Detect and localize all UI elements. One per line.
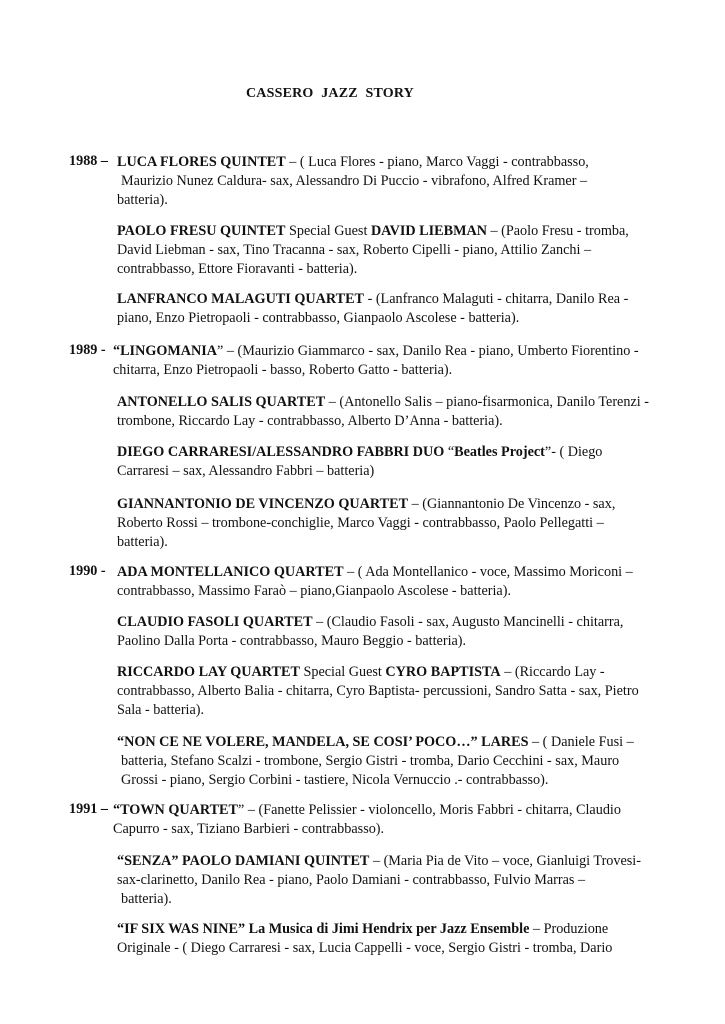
year-1990: 1990 - [69, 563, 106, 579]
group-name: PAOLO FRESU QUINTET [117, 223, 286, 239]
group-name: LANFRANCO MALAGUTI QUARTET [117, 291, 365, 307]
lineup-text: – Produzione Originale - ( Diego Carraresi - sax, Lucia Cappelli - voce, Sergio Gistri - tromba, Dario [117, 921, 613, 956]
list-item [117, 563, 652, 601]
lineup-text: – ( Daniele Fusi – [528, 734, 634, 750]
list-item [117, 443, 652, 481]
list-item [113, 801, 653, 839]
lineup-text: ” – (Maurizio Giammarco - sax, Danilo Rea - piano, Umberto Fiorentino - chitarra, Enzo Pietropaoli - basso, Roberto Gatto - batteria). [113, 343, 639, 378]
list-item [117, 393, 652, 431]
lineup-text: - (Lanfranco Malaguti - chitarra, Danilo Rea - piano, Enzo Pietropaoli - contrabbasso, Gianpaolo Ascolese - batteria). [117, 291, 629, 326]
year-1988: 1988 – [69, 153, 109, 169]
lineup-text: ”- ( Diego Carraresi – sax, Alessandro Fabbri – batteria) [117, 444, 603, 479]
group-name: CLAUDIO FASOLI QUARTET [117, 614, 313, 630]
year-1989: 1989 - [69, 342, 106, 358]
group-name: “LINGOMANIA [113, 343, 218, 359]
lineup-text: ” – (Fanette Pelissier - violoncello, Moris Fabbri - chitarra, Claudio Capurro - sax, Tiziano Barbieri - contrabbasso). [113, 802, 621, 837]
group-name: DIEGO CARRARESI/ALESSANDRO FABBRI DUO [117, 444, 445, 460]
lineup-text: batteria). [117, 192, 168, 208]
list-item [117, 495, 652, 552]
list-item [117, 290, 652, 328]
lineup-text: batteria). [121, 891, 172, 907]
group-name: “TOWN QUARTET [113, 802, 238, 818]
lineup-text: Grossi - piano, Sergio Corbini - tastiere, Nicola Vernuccio .- contrabbasso). [121, 772, 549, 788]
year-1991: 1991 – [69, 801, 109, 817]
list-item [117, 222, 652, 279]
lineup-text: “ [444, 444, 455, 460]
lineup-text: – ( Luca Flores - piano, Marco Vaggi - contrabbasso, [285, 154, 589, 170]
group-name: “NON CE NE VOLERE, MANDELA, SE COSI’ POCO…” LARES [117, 734, 529, 750]
group-name: “IF SIX WAS NINE” La Musica di Jimi Hendrix per Jazz Ensemble [117, 921, 530, 937]
lineup-text: – (Claudio Fasoli - sax, Augusto Mancinelli - chitarra, Paolino Dalla Porta - contrabbasso, Mauro Beggio - batteria). [117, 614, 624, 649]
guest-name: CYRO BAPTISTA [385, 664, 501, 680]
list-item [117, 852, 652, 909]
group-name: GIANNANTONIO DE VINCENZO QUARTET [117, 496, 409, 512]
lineup-text: – (Antonello Salis – piano-fisarmonica, Danilo Terenzi - trombone, Riccardo Lay - contrabbasso, Alberto D’Anna - batteria). [117, 394, 649, 429]
group-name: ADA MONTELLANICO QUARTET [117, 564, 344, 580]
list-item [117, 153, 652, 210]
lineup-text: – (Paolo Fresu - tromba, David Liebman - sax, Tino Tracanna - sax, Roberto Cipelli - piano, Attilio Zanchi – contrabbasso, Ettore Fioravanti - batteria). [117, 223, 629, 277]
lineup-text: – ( Ada Montellanico - voce, Massimo Moriconi – contrabbasso, Massimo Faraò – piano,Gianpaolo Ascolese - batteria). [117, 564, 633, 599]
lineup-text: batteria, Stefano Scalzi - trombone, Sergio Gistri - tromba, Dario Cecchini - sax, Mauro [121, 753, 620, 769]
list-item [117, 613, 652, 651]
lineup-text: – (Giannantonio De Vincenzo - sax, Roberto Rossi – trombone-conchiglie, Marco Vaggi - contrabbasso, Paolo Pellegatti – batteria). [117, 496, 616, 550]
group-name: LUCA FLORES QUINTET [117, 154, 286, 170]
project-name: Beatles Project [454, 444, 545, 460]
lineup-text: Maurizio Nunez Caldura- sax, Alessandro Di Puccio - vibrafono, Alfred Kramer – [121, 173, 588, 189]
list-item [117, 920, 652, 958]
group-name: “SENZA” PAOLO DAMIANI QUINTET [117, 853, 370, 869]
lineup-text: Special Guest [285, 223, 371, 239]
page-title: CASSERO JAZZ STORY [245, 86, 414, 101]
group-name: RICCARDO LAY QUARTET [117, 664, 300, 680]
group-name: ANTONELLO SALIS QUARTET [117, 394, 326, 410]
lineup-text: – (Maria Pia de Vito – voce, Gianluigi Trovesi- sax-clarinetto, Danilo Rea - piano, Paolo Damiani - contrabbasso, Fulvio Marras – [117, 853, 641, 888]
list-item [117, 733, 652, 790]
guest-name: DAVID LIEBMAN [370, 223, 487, 239]
lineup-text: Special Guest [299, 664, 386, 680]
lineup-text: – (Riccardo Lay - contrabbasso, Alberto Balia - chitarra, Cyro Baptista- percussioni, Sandro Satta - sax, Pietro Sala - batteria). [117, 664, 639, 718]
list-item [117, 663, 652, 720]
list-item [113, 342, 653, 380]
